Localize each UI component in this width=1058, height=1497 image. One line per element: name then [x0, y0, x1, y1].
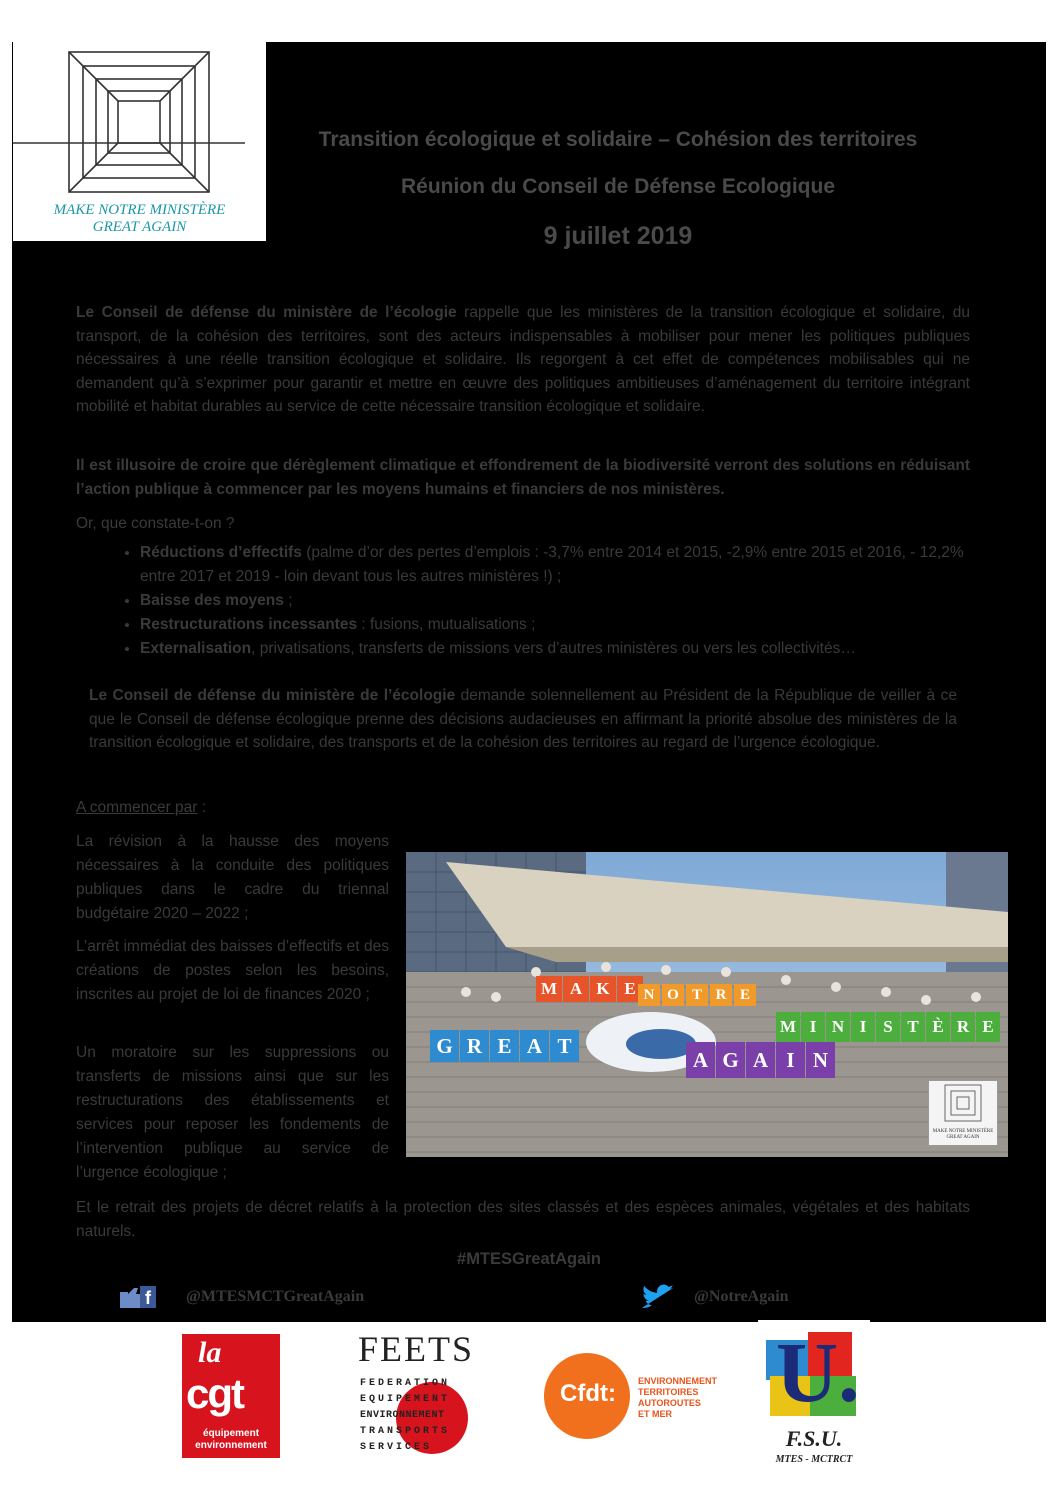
headline-date: 9 juillet 2019 — [543, 222, 693, 250]
sign-letter: G — [716, 1042, 745, 1078]
twitter-handle[interactable]: @NotreAgain — [694, 1288, 789, 1305]
feets-logo-title: FEETS — [358, 1329, 475, 1369]
sign-letter: E — [976, 1012, 1000, 1042]
cfdt-line: AUTOROUTES — [638, 1398, 701, 1408]
cgt-logo-name: cgt — [186, 1370, 243, 1417]
sign-letter: A — [520, 1030, 549, 1062]
cgt-logo — [174, 1328, 288, 1465]
sign-letter: M — [776, 1012, 800, 1042]
feets-row: EQUIPEMENT — [360, 1394, 451, 1405]
headline-meeting: Réunion du Conseil de Défense Ecologique — [400, 175, 836, 198]
feets-logo-grid — [360, 1376, 482, 1460]
fsu-logo — [758, 1320, 870, 1472]
list-item-bold: Réductions d’effectifs — [140, 544, 302, 561]
hashtag[interactable]: #MTESGreatAgain — [457, 1250, 601, 1268]
fsu-logo-sub: MTES - MCTRCT — [775, 1454, 853, 1465]
cfdt-line: ENVIRONNEMENT — [638, 1376, 718, 1386]
sign-letter: N — [638, 984, 660, 1006]
logo-sign-squares-icon — [929, 1081, 997, 1125]
twitter-bird-icon[interactable] — [642, 1284, 676, 1312]
paragraph-intro-rest: rappelle que les ministères de la transition écologique et solidaire, du transport, de la cohésion des territoires, sont des acteurs indispensables à mobiliser pour mener les politiques publiques nécessaires à une réelle transition écologique et solidaire. Ils regorgent à cet effet de compétences mobilisables qui ne demandent qu’à s’exprimer pour garantir et mettre en œuvre des politiques ambitieuses d’aménagement du territoire intégrant mobilité et habitat durables au service de cette nécessaire transition écologique et solidaire. — [76, 304, 970, 415]
list-item-text: : fusions, mutualisations ; — [357, 616, 536, 633]
sign-letter: R — [460, 1030, 489, 1062]
feets-logo-rows — [360, 1376, 482, 1456]
sign-letter: T — [901, 1012, 925, 1042]
paragraph-starting-with — [76, 796, 376, 820]
feets-row: FEDERATION — [360, 1378, 451, 1389]
sign-letter: G — [430, 1030, 459, 1062]
facebook-handle[interactable]: @MTESMCTGreatAgain — [186, 1288, 365, 1305]
cgt-logo-sub2: environnement — [195, 1440, 267, 1451]
sign-letter: R — [951, 1012, 975, 1042]
feets-row: SERVICES — [360, 1442, 433, 1453]
cfdt-logo-name: Cfdt: — [560, 1380, 616, 1407]
paragraph-intro-bold: Le Conseil de défense du ministère de l’écologie — [76, 304, 457, 321]
paragraph-intro — [76, 301, 970, 419]
paragraph-illusion: Il est illusoire de croire que dérèglement climatique et effondrement de la biodiversité verront des solutions en réduisant l’action publique à commencer par les moyens humains et financiers de nos ministères. — [76, 457, 970, 498]
demand-staff: L’arrêt immédiat des baisses d’effectifs et des créations de postes selon les besoins, inscrites au projet de loi de finances 2020 ; — [76, 938, 389, 1003]
paragraph-decree: Et le retrait des projets de décret relatifs à la protection des sites classés et des espèces animales, végétales et des habitats naturels. — [76, 1199, 970, 1240]
paragraph-demand-bold: Le Conseil de défense du ministère de l’écologie — [89, 687, 456, 704]
demand-moratorium: Un moratoire sur les suppressions ou transferts de missions ainsi que sur les restructurations des établissements et services pour reposer les fondements de l’intervention publique au service de l’urgence écologique ; — [76, 1044, 389, 1181]
sign-letter: I — [776, 1042, 805, 1078]
sign-letter: E — [734, 984, 756, 1006]
starting-with-colon: : — [197, 799, 207, 816]
logo-caption-line2: GREAT AGAIN — [92, 219, 187, 235]
logo-sign — [928, 1080, 998, 1146]
sign-letter: T — [550, 1030, 579, 1062]
logo — [13, 42, 266, 241]
list-item — [140, 613, 970, 637]
cgt-logo-block — [182, 1334, 280, 1458]
cgt-logo-la: la — [198, 1336, 222, 1369]
list-item — [140, 589, 970, 613]
union-logos-strip — [0, 1322, 1058, 1497]
list-item — [140, 637, 970, 661]
facebook-icon[interactable] — [120, 1284, 156, 1310]
findings-list — [76, 541, 970, 661]
paragraph-demand-rest: demande solennellement au Président de la République de veiller à ce que le Conseil de défense écologique prenne des décisions audacieuses en affirmant la priorité absolue des ministères de la transition écologique et solidaire, des transports et de la cohésion des territoires au regard de l’urgence écologique. — [89, 687, 957, 751]
sign-letter: R — [710, 984, 732, 1006]
list-item — [140, 541, 970, 589]
sign-letter: K — [590, 976, 616, 1002]
sign-letter: N — [806, 1042, 835, 1078]
feets-row: ENVIRONNEMENT — [360, 1410, 445, 1421]
list-item-text: , privatisations, transferts de missions vers d’autres ministères ou vers les collectivités… — [251, 640, 856, 657]
list-item-text: ; — [283, 592, 293, 609]
fsu-logo-name: F.S.U. — [785, 1426, 843, 1451]
sign-again — [686, 1042, 836, 1078]
paragraph-question: Or, que constate-t-on ? — [76, 515, 235, 532]
logo-caption-line1: MAKE NOTRE MINISTÈRE — [53, 202, 226, 218]
logo-sign-caption-line1: MAKE NOTRE MINISTÈRE — [932, 1129, 994, 1134]
list-item-bold: Externalisation — [140, 640, 252, 657]
sign-ministere — [776, 1012, 1001, 1042]
sign-letter: È — [926, 1012, 950, 1042]
sign-letter: S — [876, 1012, 900, 1042]
sign-letter: A — [686, 1042, 715, 1078]
sign-letter: E — [617, 976, 643, 1002]
sign-great — [430, 1030, 580, 1062]
sign-letter: A — [746, 1042, 775, 1078]
list-item-bold: Restructurations incessantes — [140, 616, 358, 633]
feets-logo — [352, 1324, 488, 1466]
protest-photo — [406, 852, 1008, 1157]
sign-letter: I — [801, 1012, 825, 1042]
sign-letter: N — [826, 1012, 850, 1042]
list-item-bold: Baisse des moyens — [140, 592, 284, 609]
sign-make — [536, 976, 644, 1002]
sign-letter: E — [490, 1030, 519, 1062]
paragraph-demand — [89, 684, 957, 755]
svg-text:f: f — [145, 1288, 151, 1308]
sign-letter: O — [662, 984, 684, 1006]
demand-budget: La révision à la hausse des moyens nécessaires à la conduite des politiques publiques dans le cadre du triennal budgétaire 2020 – 2022 ; — [76, 833, 389, 922]
sign-notre — [638, 984, 758, 1006]
cfdt-logo-lines — [638, 1376, 717, 1420]
logo-sign-caption-line2: GREAT AGAIN — [946, 1135, 980, 1140]
cfdt-line: ET MER — [638, 1409, 673, 1419]
nested-squares-logo-icon — [13, 42, 266, 202]
sign-letter: A — [563, 976, 589, 1002]
cgt-logo-sub1: équipement — [202, 1428, 260, 1439]
headline-ministries: Transition écologique et solidaire – Cohésion des territoires — [318, 128, 918, 151]
feets-row: TRANSPORTS — [360, 1426, 451, 1437]
sign-letter: M — [536, 976, 562, 1002]
fsu-logo-letter: U. — [776, 1324, 860, 1420]
cfdt-line: TERRITOIRES — [638, 1387, 699, 1397]
starting-with-label: A commencer par — [76, 799, 198, 816]
logo-caption — [13, 202, 266, 236]
sign-letter: T — [686, 984, 708, 1006]
sign-letter: I — [851, 1012, 875, 1042]
cfdt-logo — [540, 1350, 718, 1442]
list-item-text: (palme d’or des pertes d’emplois : -3,7% entre 2014 et 2015, -2,9% entre 2015 et 2016, - 12,2% entre 2017 et 2019 - loin devant tous les autres ministères !) ; — [140, 544, 964, 585]
